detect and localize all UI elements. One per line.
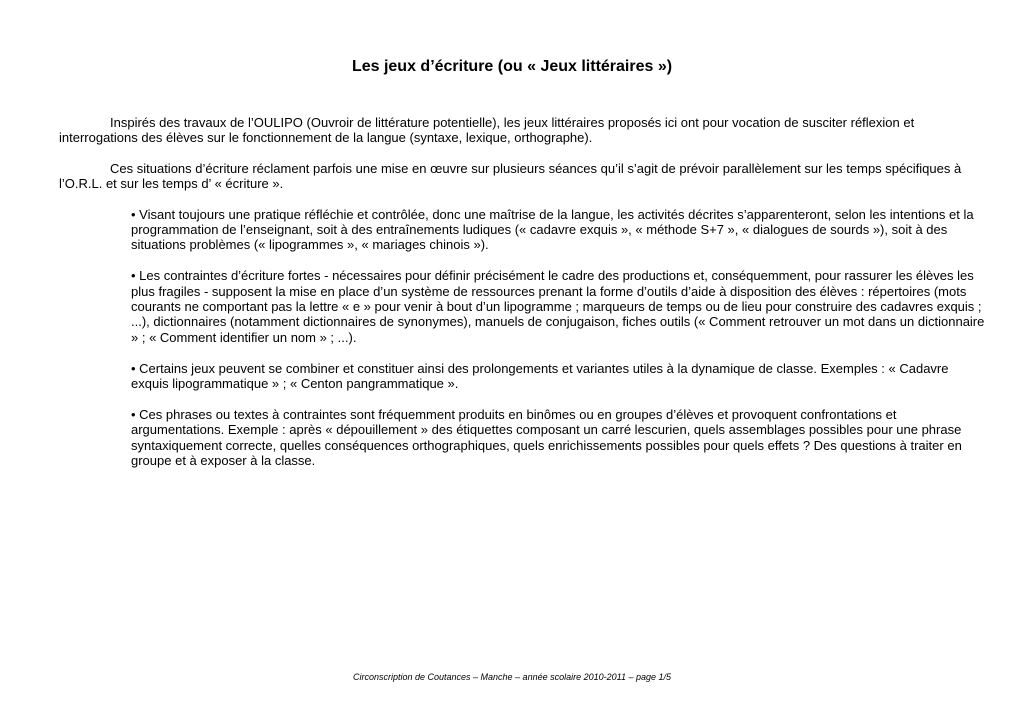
page-footer: Circonscription de Coutances – Manche – année scolaire 2010-2011 – page 1/5: [352, 672, 672, 682]
list-item: • Visant toujours une pratique réfléchie et contrôlée, donc une maîtrise de la langue, les activités décrites s’apparenteront, selon les intentions et la programmation de l’enseignant, soit à des entraînements ludiques (« cadavre exquis », « méthode S+7 », « dialogues de sourds »), soit à des situations problèmes (« lipogrammes », « mariages chinois »).: [131, 206, 974, 253]
list-item: • Ces phrases ou textes à contraintes sont fréquemment produits en binômes ou en groupes d’élèves et provoquent confrontations et argumentations. Exemple : après « dépouillement » des étiquettes composant un carré lescurien, quels assemblages possibles pour une phrase syntaxiquement correcte, quelles conséquences orthographiques, quels enrichissements possibles pour quels effets ? Des questions à traiter en groupe et à exposer à la classe.: [131, 406, 962, 469]
sessions-paragraph: Ces situations d’écriture réclament parfois une mise en œuvre sur plusieurs séances qu’il s’agit de prévoir parallèlement sur les temps spécifiques à l’O.R.L. et sur les temps d’ « écriture ».: [59, 160, 962, 192]
intro-paragraph: Inspirés des travaux de l’OULIPO (Ouvroir de littérature potentielle), les jeux littéraires proposés ici ont pour vocation de susciter réflexion et interrogations des élèves sur le fonctionnement de la langue (syntaxe, lexique, orthographe).: [59, 115, 915, 146]
bullet-list: [59, 207, 989, 469]
list-item: • Certains jeux peuvent se combiner et constituer ainsi des prolongements et variantes utiles à la dynamique de classe. Exemples : « Cadavre exquis lipogrammatique » ; « Centon pangrammatique ».: [131, 360, 949, 392]
document-body: [59, 115, 989, 484]
page-title: Les jeux d’écriture (ou « Jeux littéraires »): [351, 58, 673, 75]
list-item: • Les contraintes d’écriture fortes - nécessaires pour définir précisément le cadre des productions et, conséquemment, pour rassurer les élèves les plus fragiles - supposent la mise en place d’un système de ressources prenant la forme d’outils d’aide à disposition des élèves : répertoires (mots courants ne comportant pas la lettre « e » pour venir à bout d’un lipogramme ; marqueurs de temps ou de lieu pour construire des cadavres exquis ; ...), dictionnaires (notamment dictionnaires de synonymes), manuels de conjugaison, fiches outils (« Comment retrouver un mot dans un dictionnaire » ; « Comment identifier un nom » ; ...).: [131, 268, 985, 345]
